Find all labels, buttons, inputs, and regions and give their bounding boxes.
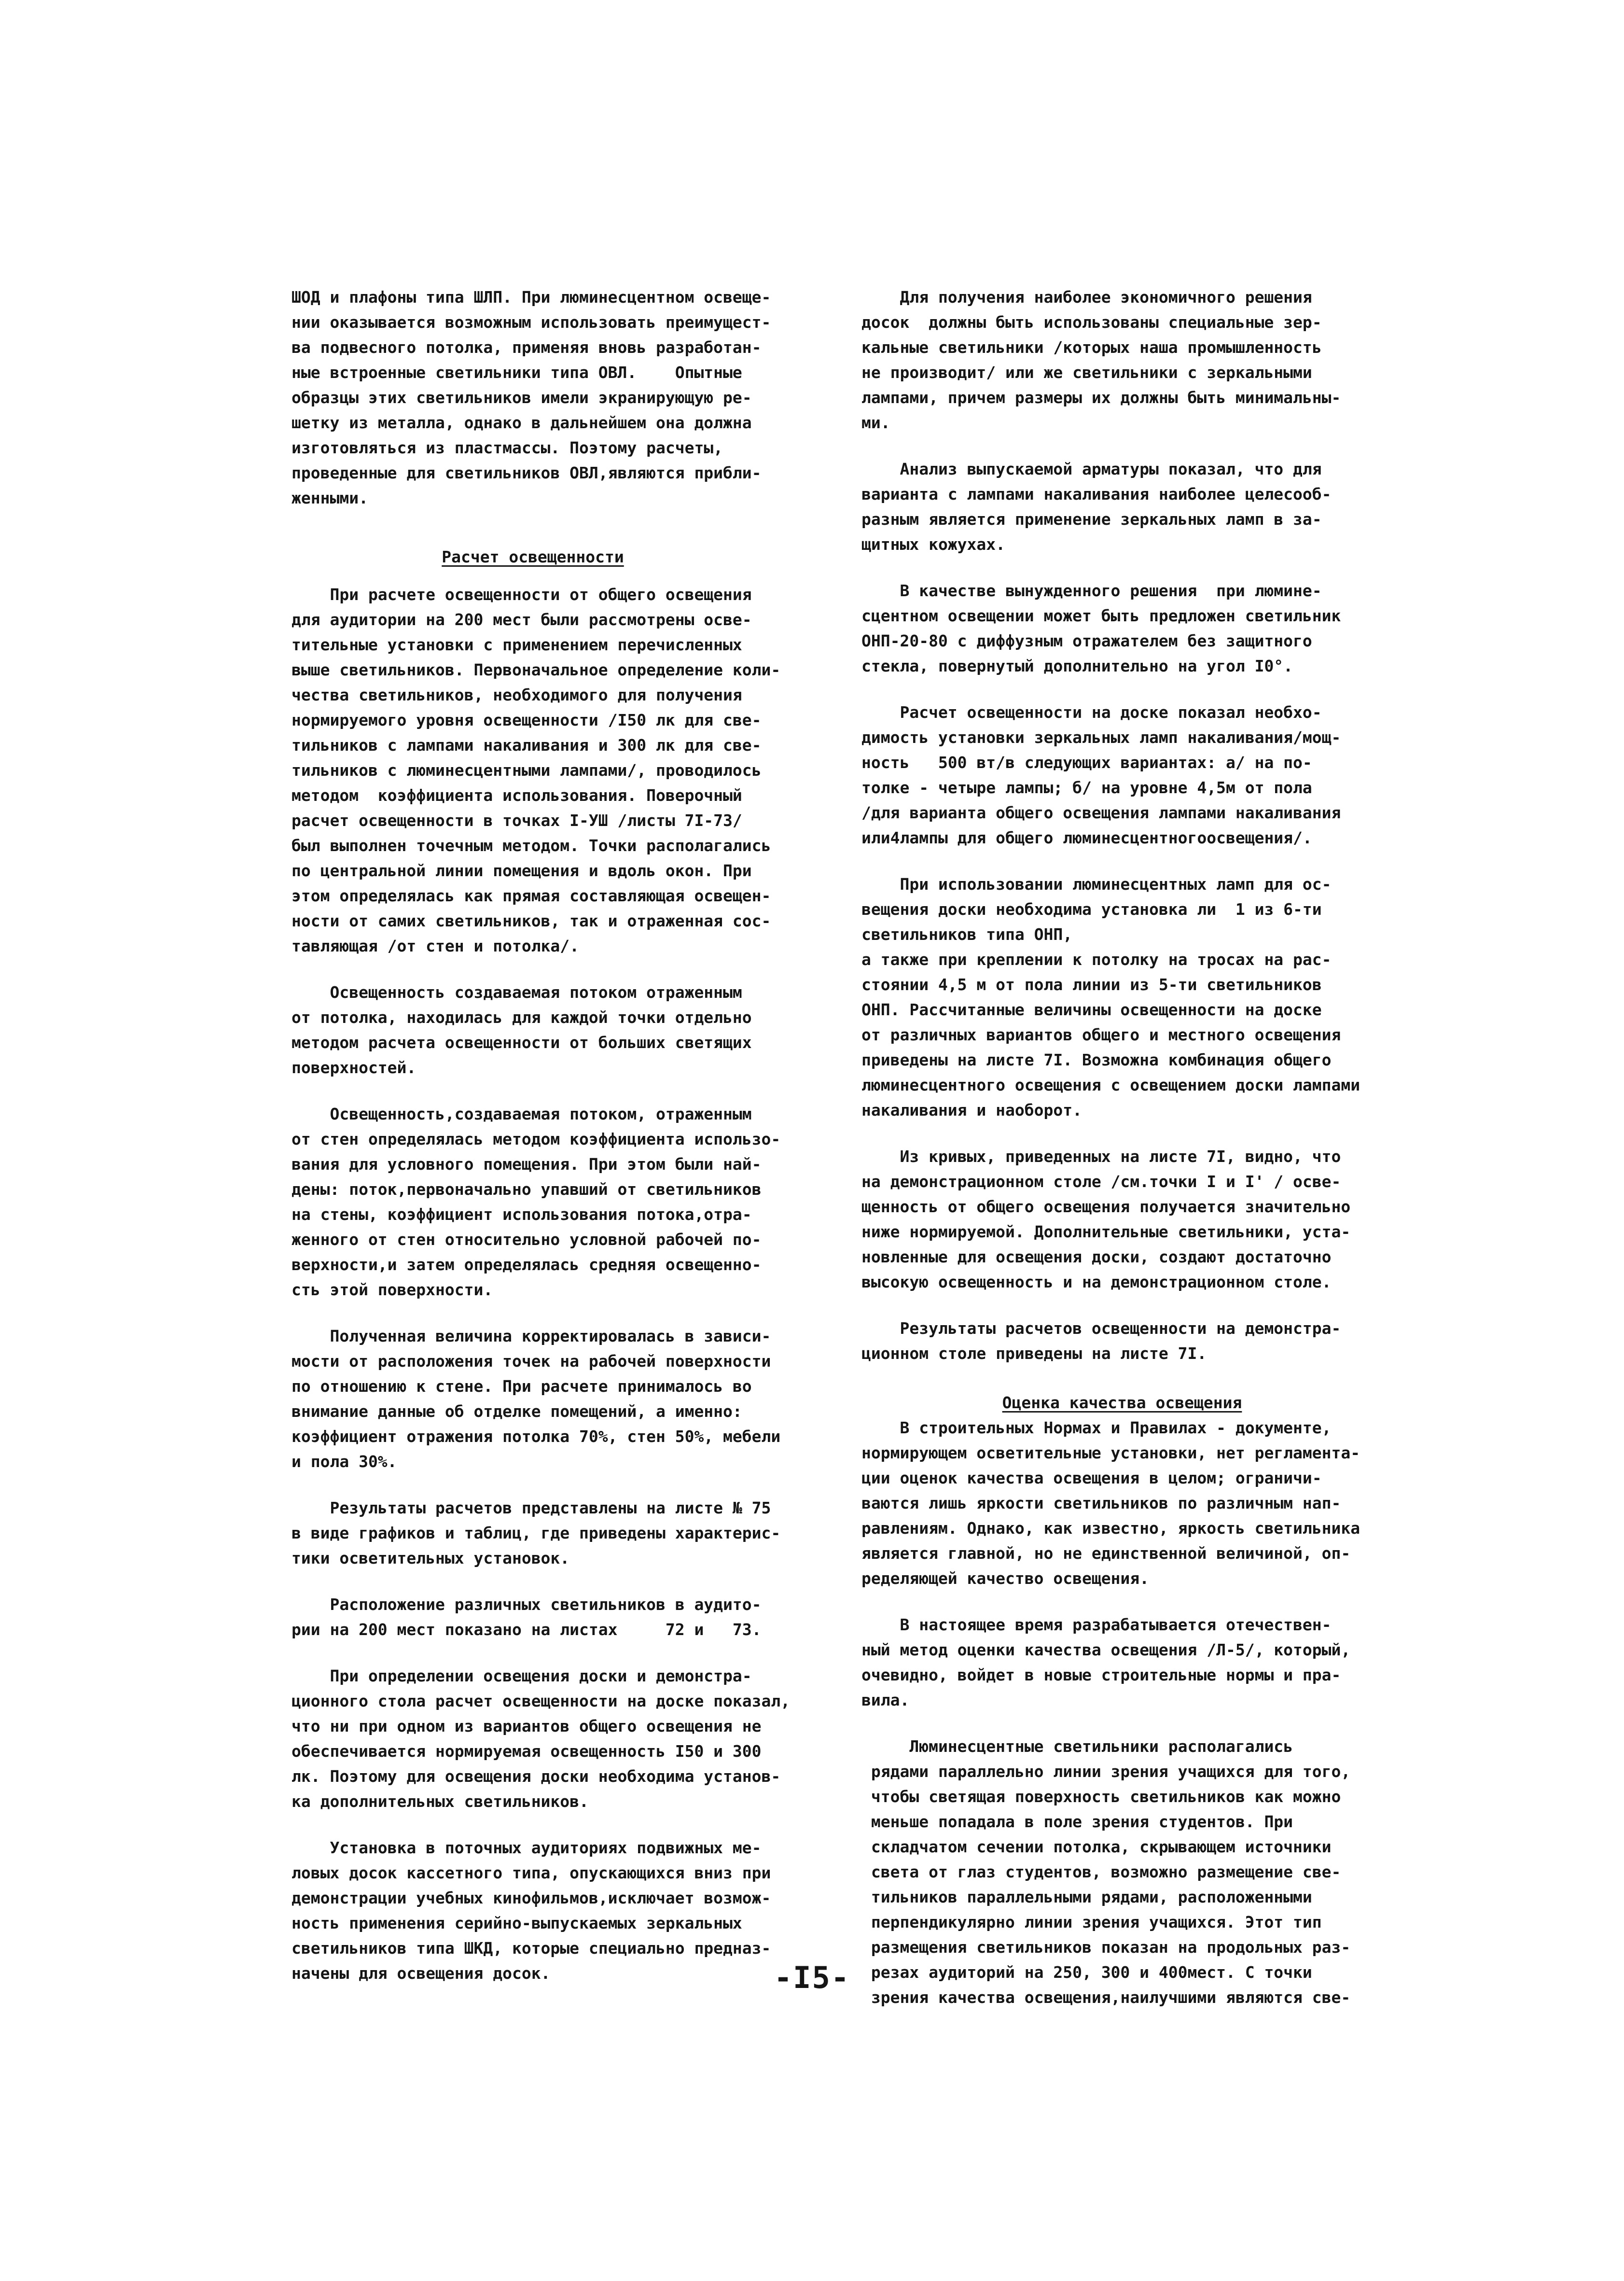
page-number: -I5- [774,1960,850,1995]
paragraph-left-3: Освещенность создаваемая потоком отраженным от потолка, находилась для каждой точки отдельно методом расчета освещенности от больших светящих поверхностей. [291,983,752,1077]
paragraph-right-5: При использовании люминесцентных ламп для ос- вещения доски необходима установка ли 1 из 6-ти светильников типа ОНП, а также при креплении к потолку на тросах на рас- стоянии 4,5 м от пола линии из 5-ти светильников ОНП. Рассчитанные величины освещенности на доске от различных вариантов общего и местного освещения приведены на листе 7I. Возможна комбинация общего люминесцентного освещения с освещением доски лампами накаливания и наоборот. [861,875,1360,1120]
paragraph-right-8: В строительных Нормах и Правилах - документе, нормирующем осветительные установки, нет регламента- ции оценок качества освещения в целом; ограничи- ваются лишь яркости светильников по различным нап- равлениям. Однако, как известно, яркость светильника является главной, но не единственной величиной, оп- ределяющей качество освещения. [861,1418,1360,1588]
paragraph-left-7: Расположение различных светильников в аудито- рии на 200 мест показано на листах 72 и 73. [291,1595,762,1639]
paragraph-right-4: Расчет освещенности на доске показал необхо- димость установки зеркальных ламп накаливания/мощ- ность 500 вт/в следующих вариантах: а/ на по- толке - четыре лампы; б/ на уровне 4,5м от пола /для варианта общего освещения лампами накаливания или4лампы для общего люминесцентногоосвещения/. [861,703,1341,847]
left-column [291,285,791,1986]
paragraph-left-5: Полученная величина корректировалась в зависи- мости от расположения точек на рабочей поверхности по отношению к стене. При расчете принималось во внимание данные об отделке помещений, а именно: коэффициент отражения потолка 70%, стен 50%, мебели и пола 30%. [291,1327,781,1471]
paragraph-left-1: ШОД и плафоны типа ШЛП. При люминесцентном освеще- нии оказывается возможным использовать преимущест- ва подвесного потолка, применяя вновь разработан- ные встроенные светильники типа ОВЛ. Опытные образцы этих светильников имели экранирующую ре- шетку из металла, однако в дальнейшем она должна изготовляться из пластмассы. Поэтому расчеты, проведенные для светильников ОВЛ,являются прибли- женными. [291,288,771,507]
paragraph-right-2: Анализ выпускаемой арматуры показал, что для варианта с лампами накаливания наиболее целесооб- разным является применение зеркальных ламп в за- щитных кожухах. [861,460,1332,554]
section-heading-illuminance-calculation: Расчет освещенности [442,547,624,566]
paragraph-right-10: Люминесцентные светильники располагались рядами параллельно линии зрения учащихся для того, чтобы светящая поверхность светильников как можно меньше попадала в поле зрения студентов. При складчатом сечении потолка, скрывающем источники света от глаз студентов, возможно размещение све- тильников параллельными рядами, расположенными перпендикулярно линии зрения учащихся. Этот тип размещения светильников показан на продольных раз- резах аудиторий на 250, 300 и 400мест. С точки зрения качества освещения,наилучшими являются све- [871,1737,1351,2007]
paragraph-left-4: Освещенность,создаваемая потоком, отраженным от стен определялась методом коэффициента использо- вания для условного помещения. При этом были най- дены: поток,первоначально упавший от светильников на стены, коэффициент использования потока,отра- женного от стен относительно условной рабочей по- верхности,и затем определялась средняя освещенно- сть этой поверхности. [291,1105,781,1299]
paragraph-right-7: Результаты расчетов освещенности на демонстра- ционном столе приведены на листе 7I. [861,1319,1341,1363]
paragraph-right-6: Из кривых, приведенных на листе 7I, видно, что на демонстрационном столе /см.точки I и I' / осве- щенность от общего освещения получается значительно ниже нормируемой. Дополнительные светильники, уста- новленные для освещения доски, создают достаточно высокую освещенность и на демонстрационном столе. [861,1147,1351,1291]
paragraph-left-2: При расчете освещенности от общего освещения для аудитории на 200 мест были рассмотрены осве- тительные установки с применением перечисленных выше светильников. Первоначальное определение коли- чества светильников, необходимого для получения нормируемого уровня освещенности /I50 лк для све- тильников с лампами накаливания и 300 лк для све- тильников с люминесцентными лампами/, проводилось методом коэффициента использования. Поверочный расчет освещенности в точках I-УШ /листы 7I-73/ был выполнен точечным методом. Точки располагались по центральной линии помещения и вдоль окон. При этом определялась как прямая составляющая освещен- ности от самих светильников, так и отраженная сос- тавляющая /от стен и потолка/. [291,585,781,955]
paragraph-right-3: В качестве вынужденного решения при люмине- сцентном освещении может быть предложен светильник ОНП-20-80 с диффузным отражателем без защитного стекла, повернутый дополнительно на угол I0°. [861,581,1341,675]
paragraph-right-9: В настоящее время разрабатывается отечествен- ный метод оценки качества освещения /Л-5/, который, очевидно, войдет в новые строительные нормы и пра- вила. [861,1615,1351,1709]
paragraph-left-9: Установка в поточных аудиториях подвижных ме- ловых досок кассетного типа, опускающихся вниз при демонстрации учебных кинофильмов,исключает возмож- ность применения серийно-выпускаемых зеркальных светильников типа ШКД, которые специально предназ- начены для освещения досок. [291,1838,771,1983]
paragraph-left-8: При определении освещения доски и демонстра- ционного стола расчет освещенности на доске показал, что ни при одном из вариантов общего освещения не обеспечивается нормируемая освещенность I50 и 300 лк. Поэтому для освещения доски необходима установ- ка дополнительных светильников. [291,1666,791,1811]
paragraph-left-6: Результаты расчетов представлены на листе № 75 в виде графиков и таблиц, где приведены характерис- тики осветительных установок. [291,1498,781,1567]
paragraph-right-1: Для получения наиболее экономичного решения досок должны быть использованы специальные зер- кальные светильники /которых наша промышленность не производит/ или же светильники с зеркальными лампами, причем размеры их должны быть минимальны- ми. [861,288,1341,432]
right-column [861,285,1383,2010]
section-heading-lighting-quality: Оценка качества освещения [1002,1393,1242,1412]
